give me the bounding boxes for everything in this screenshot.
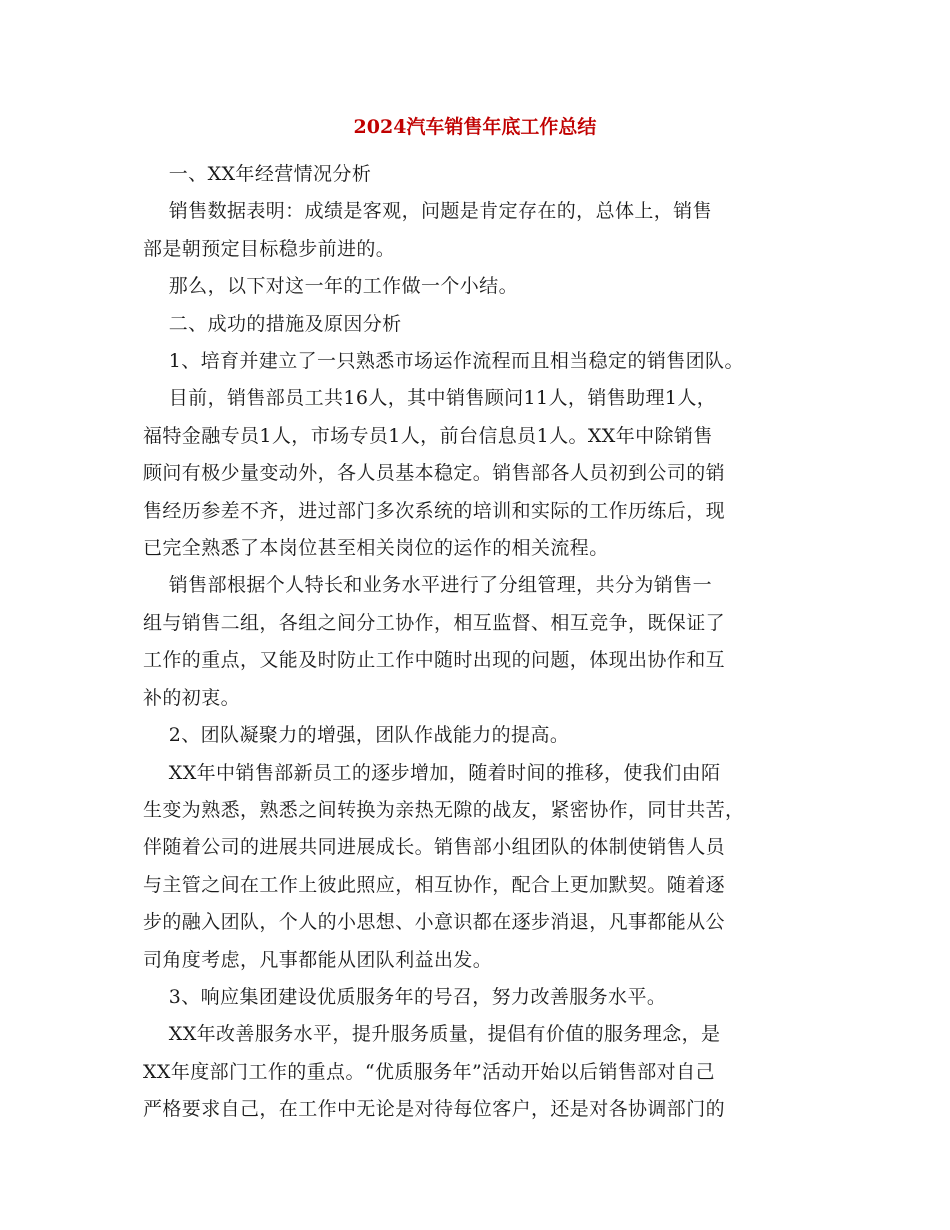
section-heading-2: 二、成功的措施及原因分析 — [143, 312, 402, 335]
paragraph: 那么，以下对这一年的工作做一个小结。 — [143, 275, 518, 298]
subheading-3: 3、响应集团建设优质服务年的号召，努力改善服务水平。 — [143, 985, 667, 1008]
paragraph: XX年中销售部新员工的逐步增加，随着时间的推移，使我们由陌 生变为熟悉，熟悉之间转换为亲热无隙的战友，紧密协作，同甘共苦， 伴随着公司的进展共同进展成长。销售部小组团队的体制使销售人员 与主管之间在工作上彼此照应，相互协作，配合上更加默契。随着逐 步的融入团队，个人的小思想、小意识都在逐步消退，凡事都能从公 司角度考虑，凡事都能从团队利益出发。 — [143, 761, 745, 971]
paragraph: 销售部根据个人特长和业务水平进行了分组管理，共分为销售一 组与销售二组，各组之间分工协作，相互监督、相互竞争，既保证了 工作的重点，又能及时防止工作中随时出现的问题，体现出协作和互 补的初衷。 — [143, 574, 726, 709]
document-body — [143, 156, 843, 1129]
document-title: 2024汽车销售年底工作总结 — [353, 116, 597, 138]
subheading-1: 1、培育并建立了一只熟悉市场运作流程而且相当稳定的销售团队。 — [143, 350, 744, 373]
subheading-2: 2、团队凝聚力的增强，团队作战能力的提高。 — [143, 724, 570, 747]
section-heading-1: 一、XX年经营情况分析 — [143, 163, 372, 185]
paragraph: 销售数据表明：成绩是客观，问题是肯定存在的，总体上，销售 部是朝预定目标稳步前进的。 — [143, 200, 712, 260]
paragraph: 目前，销售部员工共16人，其中销售顾问11人，销售助理1人， 福特金融专员1人，市场专员1人，前台信息员1人。XX年中除销售 顾问有极少量变动外，各人员基本稳定。销售部各人员初到公司的销 售经历参差不齐，进过部门多次系统的培训和实际的工作历练后，现 已完全熟悉了本岗位甚至相关岗位的运作的相关流程。 — [143, 387, 726, 560]
paragraph: XX年改善服务水平，提升服务质量，提倡有价值的服务理念，是 XX年度部门工作的重点。“优质服务年”活动开始以后销售部对自己 严格要求自己，在工作中无论是对待每位客户，还是对各协调部门的 — [143, 1023, 726, 1121]
